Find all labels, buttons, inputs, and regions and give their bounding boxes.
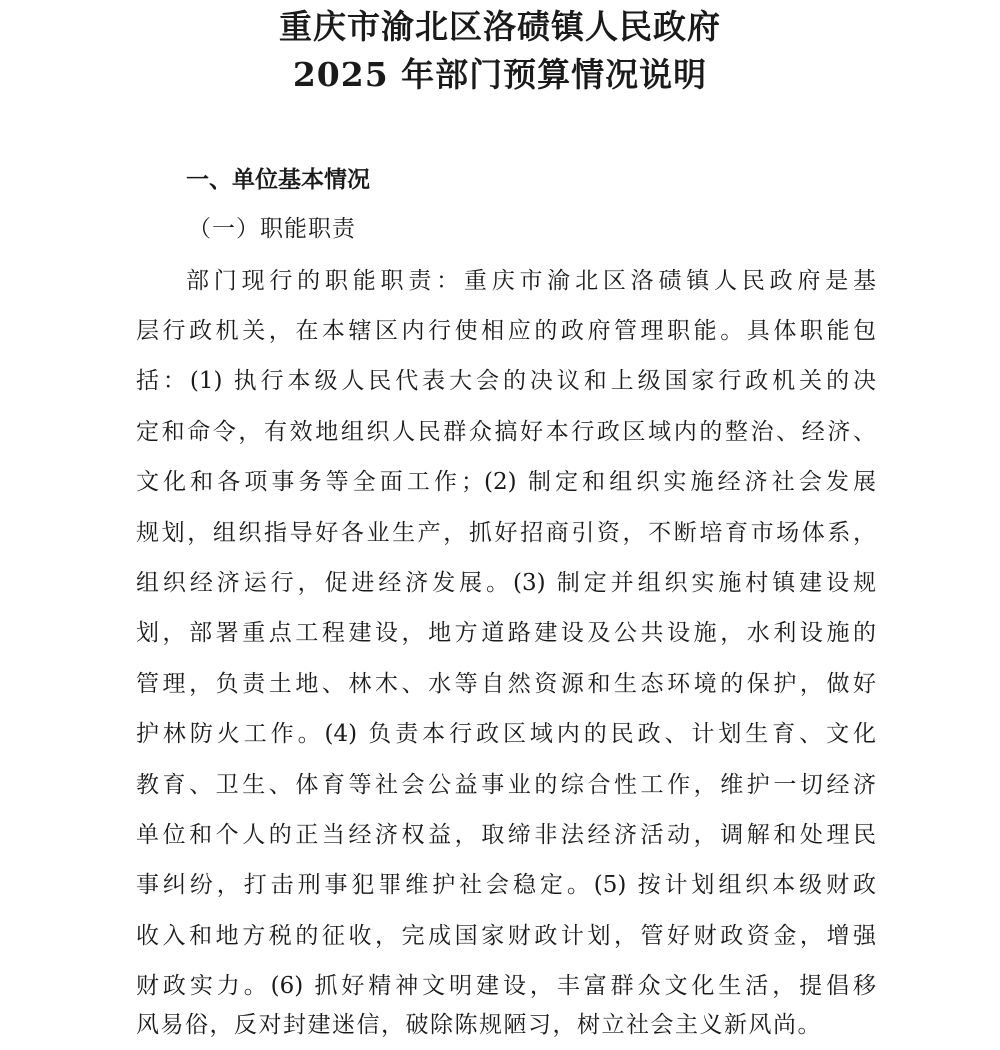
body-line: 部门现行的职能职责：重庆市渝北区洛碛镇人民政府是基 [186,268,876,294]
document-title-line-1: 重庆市渝北区洛碛镇人民政府 [279,7,721,46]
body-line: 护林防火工作。(4) 负责本行政区域内的民政、计划生育、文化 [136,721,876,747]
body-line: 财政实力。(6) 抓好精神文明建设，丰富群众文化生活，提倡移 [136,973,876,999]
body-line: 定和命令，有效地组织人民群众搞好本行政区域内的整治、经济、 [136,419,876,445]
body-line: 划，部署重点工程建设，地方道路建设及公共设施，水利设施的 [136,620,876,646]
body-line: 规划，组织指导好各业生产，抓好招商引资，不断培育市场体系， [136,520,876,546]
body-line: 风易俗，反对封建迷信，破除陈规陋习，树立社会主义新风尚。 [136,1012,822,1038]
body-line: 单位和个人的正当经济权益，取缔非法经济活动，调解和处理民 [136,822,876,848]
section-heading: 一、单位基本情况 [186,167,370,193]
subsection-heading: （一）职能职责 [188,216,356,242]
body-line: 收入和地方税的征收，完成国家财政计划，管好财政资金，增强 [136,923,876,949]
body-line: 管理，负责土地、林木、水等自然资源和生态环境的保护，做好 [136,671,876,697]
body-line: 教育、卫生、体育等社会公益事业的综合性工作，维护一切经济 [136,772,876,798]
document-title-line-2: 2025 年部门预算情况说明 [292,55,708,94]
body-line: 文化和各项事务等全面工作；(2) 制定和组织实施经济社会发展 [136,469,876,495]
body-line: 事纠纷，打击刑事犯罪维护社会稳定。(5) 按计划组织本级财政 [136,872,876,898]
body-line: 括：(1) 执行本级人民代表大会的决议和上级国家行政机关的决 [136,368,876,394]
body-line: 组织经济运行，促进经济发展。(3) 制定并组织实施村镇建设规 [136,570,876,596]
body-line: 层行政机关，在本辖区内行使相应的政府管理职能。具体职能包 [136,318,876,344]
